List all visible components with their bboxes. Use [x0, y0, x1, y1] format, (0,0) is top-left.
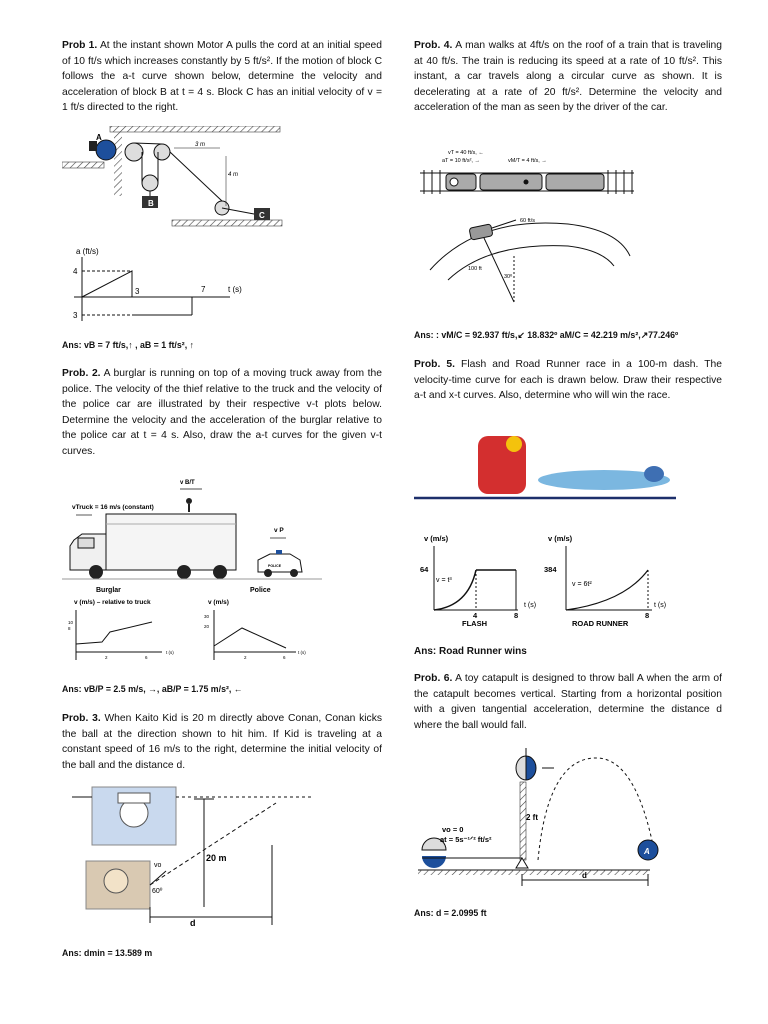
problem-1-text: [62, 38, 382, 116]
problem-3-projectile-figure: [62, 785, 322, 930]
problem-3-label: Prob. 3.: [62, 713, 101, 724]
flash-v-axis-label: v (m/s): [424, 534, 449, 543]
problem-4-train-car-figure: [418, 146, 640, 310]
problem-6-block: [414, 671, 722, 733]
problem-1-at-graph: [62, 243, 262, 323]
burglar-xa: 2: [105, 655, 108, 660]
tangential-acceleration-label: at = 5s⁻¹ᐟ² ft/s²: [440, 835, 492, 844]
flash-equation: v = t³: [436, 577, 452, 584]
police-graph-vlabel: v (m/s): [208, 599, 229, 606]
launch-angle-label: 60º: [152, 888, 163, 895]
police-xb: 6: [283, 655, 286, 660]
burglar-xb: 6: [145, 655, 148, 660]
at-graph-ylabel: a (ft/s): [76, 247, 99, 256]
dimension-3m: 3 m: [195, 142, 206, 148]
burglar-graph-title: Burglar: [96, 587, 121, 594]
police-car-sign: POLICE: [268, 564, 282, 568]
problem-6-answer: Ans: d = 2.0995 ft: [414, 908, 487, 918]
roadrunner-v-axis-label: v (m/s): [548, 534, 573, 543]
police-t: t (s): [298, 650, 306, 655]
man-relative-velocity-label: vM/T = 4 ft/s, →: [508, 158, 547, 164]
flash-t-label: t (s): [524, 602, 537, 609]
launch-velocity-label: vo: [154, 862, 162, 869]
roadrunner-x8: 8: [645, 611, 650, 620]
flash-name: FLASH: [462, 619, 487, 628]
problem-6-catapult-figure: [418, 746, 678, 888]
problem-4-answer: Ans: : vM/C = 92.937 ft/s,↙ 18.832º aM/C = 42.219 m/s²,↗77.246º: [414, 330, 679, 340]
left-column: [62, 38, 382, 116]
problem-2-vt-graphs: [62, 584, 322, 664]
car-icon: [469, 224, 493, 240]
flash-x4: 4: [473, 611, 478, 620]
train-velocity-label: vT = 40 ft/s, ←: [448, 150, 484, 156]
problem-5-block: [414, 357, 722, 404]
car-speed-label: 60 ft/s: [520, 218, 535, 224]
ball-a-label: A: [644, 847, 650, 856]
problem-2-truck-figure: [62, 474, 322, 582]
at-graph-y4: 4: [73, 267, 78, 276]
problem-2-text: [62, 366, 382, 460]
problem-6-label: Prob. 6.: [414, 673, 453, 684]
initial-velocity-label: vo = 0: [442, 825, 464, 834]
motor-label-a: A: [96, 133, 102, 142]
at-graph-y3: 3: [73, 311, 78, 320]
at-graph-x3: 3: [135, 287, 140, 296]
roadrunner-t-label: t (s): [654, 602, 667, 609]
train-acceleration-label: aT = 10 ft/s², →: [442, 158, 480, 164]
burglar-icon: [186, 498, 192, 504]
problem-3-text: [62, 711, 382, 773]
problem-6-text: [414, 671, 722, 733]
problem-1-pulley-figure: [62, 126, 294, 230]
burglar-graph-subtitle: v (m/s) – relative to truck: [74, 599, 151, 606]
at-graph-xlabel: t (s): [228, 285, 242, 294]
problem-2-body: A burglar is running on top of a moving truck away from the police. The velocity of the thief relative to the truck and the velocity of the police car are illustrated by their respective v-t plots below. Determine the velocity and the acceleration of the burglar relative to the police car at t = 4 s. Also, draw the a-t curves for the given v-t curves.: [62, 368, 382, 457]
distance-d-label: d: [190, 918, 196, 928]
dimension-4m: 4 m: [228, 172, 239, 178]
problem-5-answer: Ans: Road Runner wins: [414, 646, 527, 657]
problem-4-text: [414, 38, 722, 116]
police-velocity-label: v P: [274, 527, 284, 534]
problem-4-label: Prob. 4.: [414, 40, 453, 51]
problem-5-race-illustration: [414, 430, 676, 506]
roadrunner-equation: v = 6t²: [572, 581, 592, 588]
man-marker: [524, 180, 529, 185]
block-label-c: C: [259, 211, 265, 220]
flash-x8: 8: [514, 611, 519, 620]
problem-6-body: A toy catapult is designed to throw ball A when the arm of the catapult becomes vertical. Starting from a horizontal position with a given tangential acceleration, determine the distance d where the ball would fall.: [414, 673, 723, 731]
police-y30: 30: [204, 614, 210, 619]
problem-5-vt-graphs: [414, 532, 684, 634]
problem-2-label: Prob. 2.: [62, 368, 101, 379]
problem-5-body: Flash and Road Runner race in a 100-m dash. The velocity-time curve for each is drawn below. Draw their respective a-t and x-t curves. Also, determine who will win the race.: [414, 359, 723, 402]
problem-5-text: [414, 357, 722, 404]
curve-angle-label: 30º: [504, 274, 513, 280]
problem-1-body: At the instant shown Motor A pulls the cord at an initial speed of 10 ft/s which increases constantly by 5 ft/s². If the motion of block C follows the a-t curve shown below, determine the velocity and acceleration of block B at t = 4 s. Block C has an initial velocity of v = 1 ft/s directed to the right.: [62, 40, 382, 114]
truck-velocity-label: vTruck = 16 m/s (constant): [72, 504, 154, 511]
arm-length-label: 2 ft: [526, 813, 538, 822]
distance-d-label: d: [582, 871, 587, 880]
problem-1-answer: Ans: vB = 7 ft/s,↑ , aB = 1 ft/s², ↑: [62, 340, 194, 350]
problem-3-answer: Ans: dmin = 13.589 m: [62, 948, 153, 958]
burglar-y10: 10: [68, 620, 74, 625]
radius-label: 100 ft: [468, 266, 482, 272]
at-graph-x7: 7: [201, 285, 206, 294]
police-xa: 2: [244, 655, 247, 660]
flash-y64: 64: [420, 565, 429, 574]
height-label: 20 m: [206, 853, 227, 863]
right-column: [414, 38, 722, 116]
police-y20: 20: [204, 624, 210, 629]
problem-3-block: [62, 711, 382, 773]
roadrunner-y384: 384: [544, 565, 557, 574]
police-graph-title: Police: [250, 587, 271, 594]
problem-1-label: Prob 1.: [62, 40, 98, 51]
problem-2-answer: Ans: vB/P = 2.5 m/s, →, aB/P = 1.75 m/s², ←: [62, 684, 243, 694]
roadrunner-name: ROAD RUNNER: [572, 619, 629, 628]
problem-4-body: A man walks at 4ft/s on the roof of a train that is traveling at 40 ft/s. The train is reducing its speed at a rate of 10 ft/s². This instant, a car travels along a circular curve as shown. It is decelerating at a rate of 20 ft/s². Determine the velocity and acceleration of the man as seen by the driver of the car.: [414, 40, 723, 114]
problem-2-block: [62, 366, 382, 460]
problem-5-label: Prob. 5.: [414, 359, 455, 370]
burglar-y8: 8: [68, 626, 71, 631]
thief-velocity-label: v B/T: [180, 480, 195, 486]
block-label-b: B: [148, 199, 154, 208]
problem-3-body: When Kaito Kid is 20 m directly above Conan, Conan kicks the ball at the direction shown to hit him. If Kid is traveling at a constant speed of 16 m/s to the right, determine the initial velocity of the ball and the distance d.: [62, 713, 382, 771]
burglar-t: t (s): [166, 650, 174, 655]
